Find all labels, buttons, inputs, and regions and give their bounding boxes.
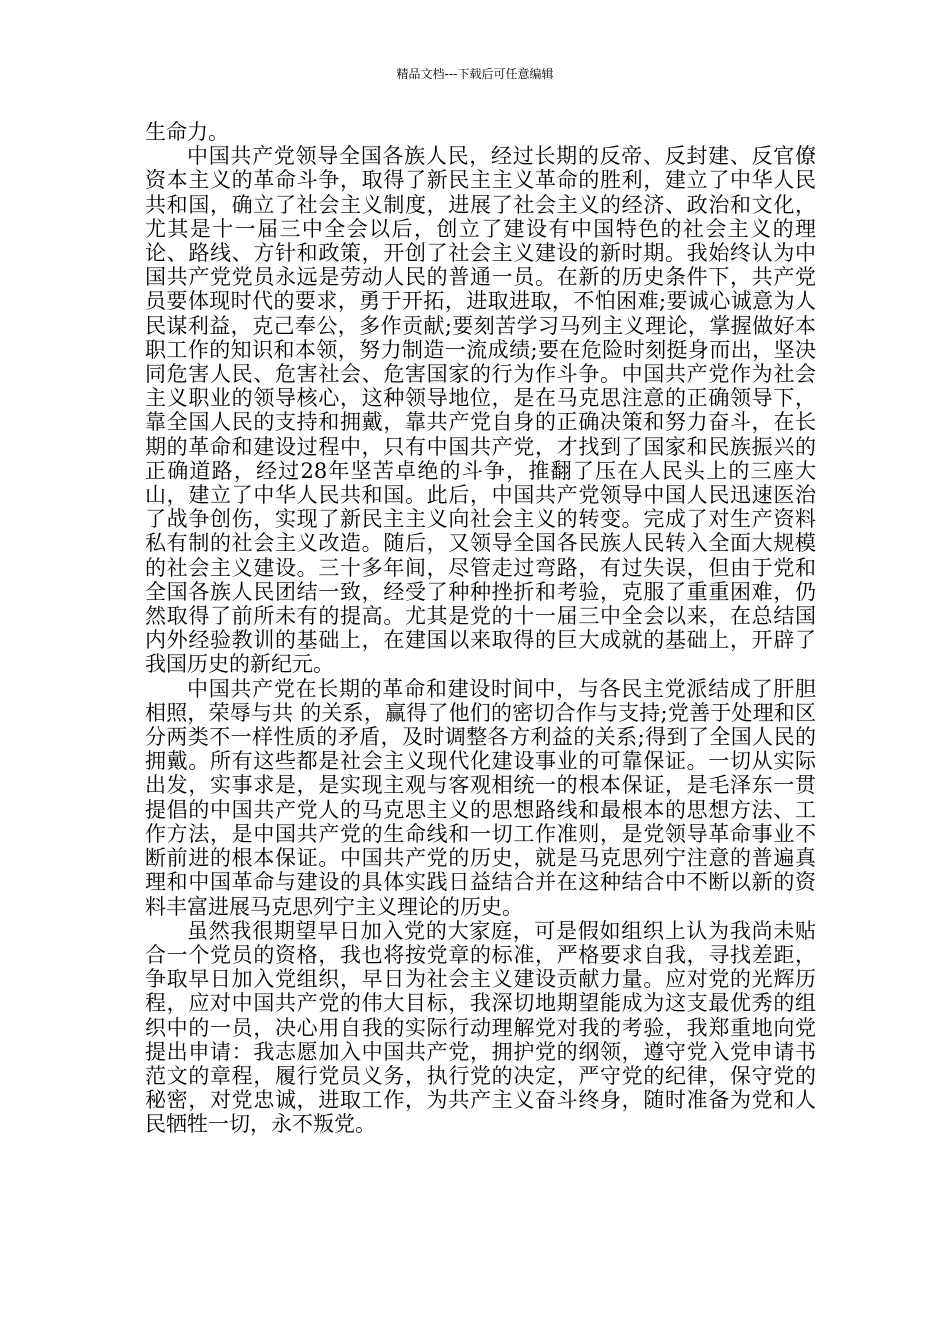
- page-header: 精品文档---下载后可任意编辑: [396, 67, 554, 81]
- document-body: [145, 120, 816, 1137]
- paragraph-continuation: 生命力。: [145, 120, 229, 144]
- paragraph: 中国共产党领导全国各族人民，经过长期的反帝、反封建、反官僚资本主义的革命斗争，取得了新民主主义革命的胜利，建立了中华人民共和国，确立了社会主义制度，进展了社会主义的经济、政治和文化，尤其是十一届三中全会以后，创立了建设有中国特色的社会主义的理论、路线、方针和政策，开创了社会主义建设的新时期。我始终认为中国共产党党员永远是劳动人民的普通一员。在新的历史条件下，共产党员要体现时代的要求，勇于开拓，进取进取，不怕困难;要诚心诚意为人民谋利益，克己奉公，多作贡献;要刻苦学习马列主义理论，掌握做好本职工作的知识和本领，努力制造一流成绩;要在危险时刻挺身而出，坚决同危害人民、危害社会、危害国家的行为作斗争。中国共产党作为社会主义职业的领导核心，这种领导地位，是在马克思注意的正确领导下，靠全国人民的支持和拥戴，靠共产党自身的正确决策和努力奋斗，在长期的革命和建设过程中，只有中国共产党，才找到了国家和民族振兴的正确道路，经过28年坚苦卓绝的斗争，推翻了压在人民头上的三座大山，建立了中华人民共和国。此后，中国共产党领导中国人民迅速医治了战争创伤，实现了新民主主义向社会主义的转变。完成了对生产资料私有制的社会主义改造。随后，又领导全国各民族人民转入全面大规模的社会主义建设。三十多年间，尽管走过弯路，有过失误，但由于党和全国各族人民团结一致，经受了种种挫折和考验，克服了重重困难，仍然取得了前所未有的提高。尤其是党的十一届三中全会以来，在总结国内外经验教训的基础上，在建国以来取得的巨大成就的基础上，开辟了我国历史的新纪元。: [145, 144, 816, 677]
- paragraph: 中国共产党在长期的革命和建设时间中，与各民主党派结成了肝胆相照，荣辱与共 的关系，赢得了他们的密切合作与支持;党善于处理和区分两类不一样性质的矛盾，及时调整各方利益的关系;得到了全国人民的拥戴。所有这些都是社会主义现代化建设事业的可靠保证。一切从实际出发，实事求是，是实现主观与客观相统一的根本保证，是毛泽东一贯提倡的中国共产党人的马克思主义的思想路线和最根本的思想方法、工作方法，是中国共产党的生命线和一切工作准则，是党领导革命事业不断前进的根本保证。中国共产党的历史，就是马克思列宁注意的普遍真理和中国革命与建设的具体实践日益结合并在这种结合中不断以新的资料丰富进展马克思列宁主义理论的历史。: [145, 676, 816, 919]
- paragraph: 虽然我很期望早日加入党的大家庭，可是假如组织上认为我尚未贴合一个党员的资格，我也将按党章的标准，严格要求自我，寻找差距，争取早日加入党组织，早日为社会主义建设贡献力量。应对党的光辉历程，应对中国共产党的伟大目标，我深切地期望能成为这支最优秀的组织中的一员，决心用自我的实际行动理解党对我的考验，我郑重地向党提出申请：我志愿加入中国共产党，拥护党的纲领，遵守党入党申请书范文的章程，履行党员义务，执行党的决定，严守党的纪律，保守党的秘密，对党忠诚，进取工作，为共产主义奋斗终身，随时准备为党和人民牺牲一切，永不叛党。: [145, 918, 816, 1137]
